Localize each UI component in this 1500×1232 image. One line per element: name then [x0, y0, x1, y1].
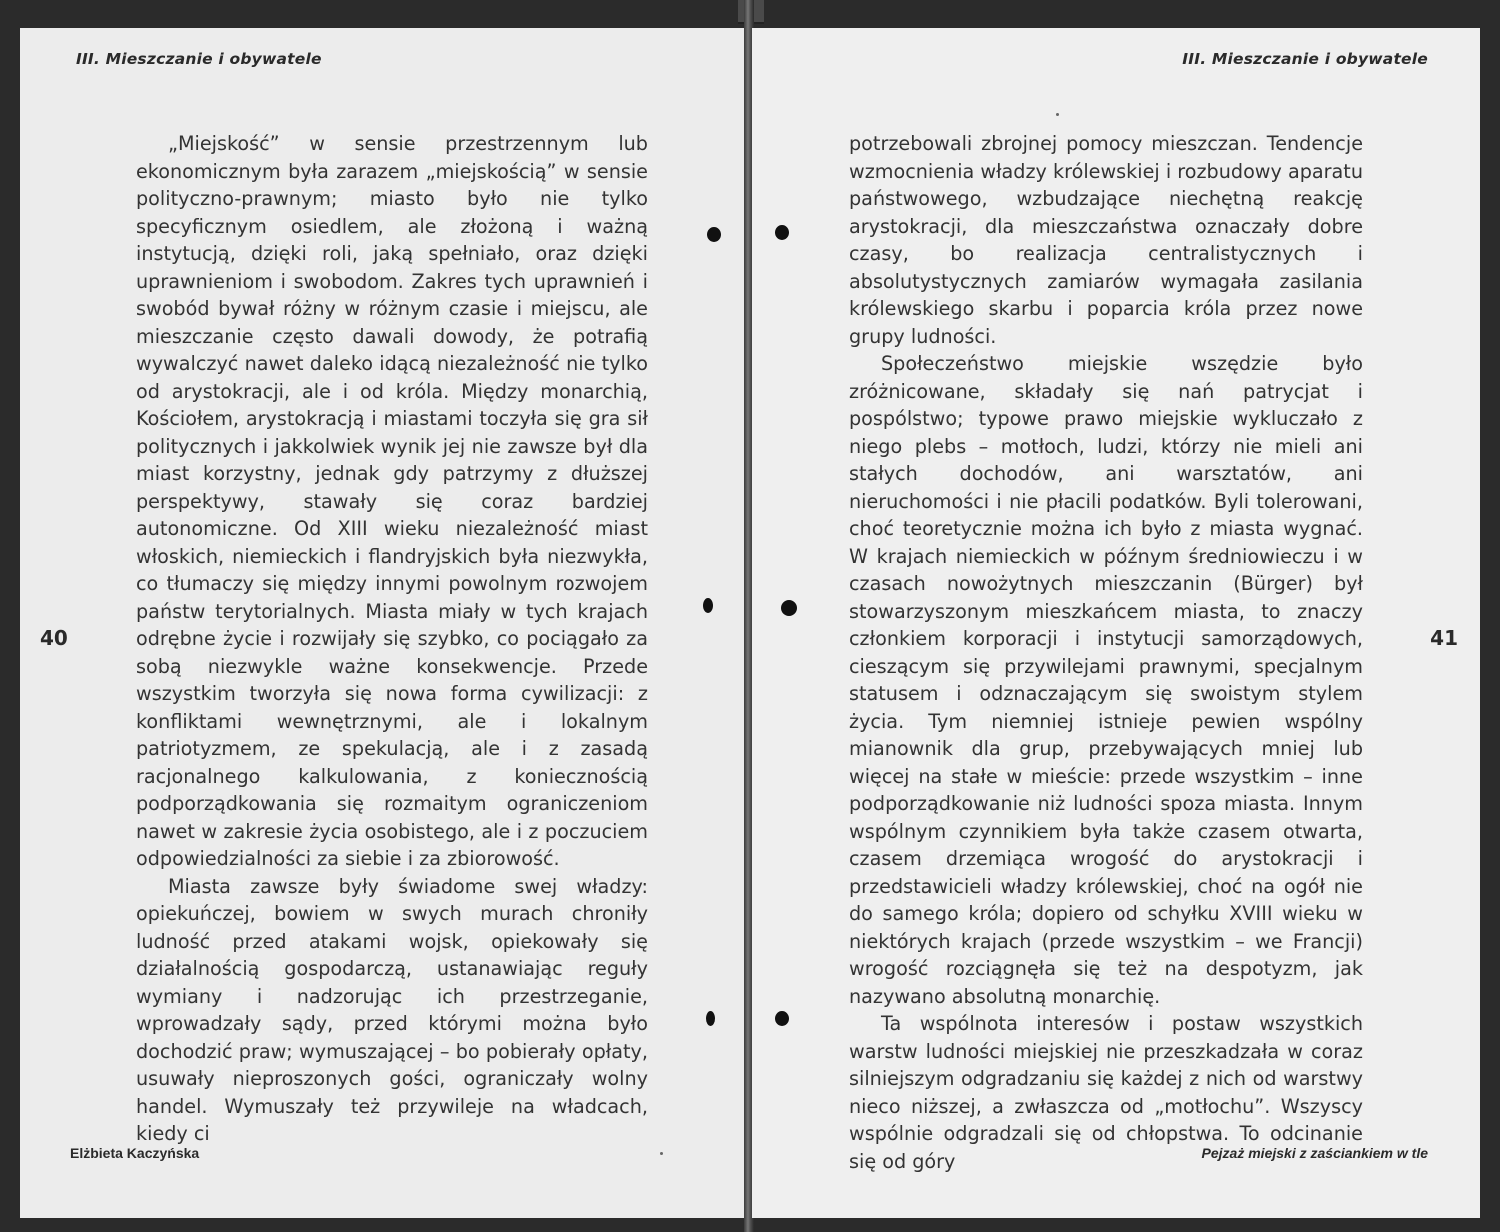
- right-page: [752, 28, 1480, 1218]
- punch-hole: [775, 225, 789, 240]
- running-header-right: III. Mieszczanie i obywatele: [1182, 50, 1428, 68]
- punch-hole: [706, 1011, 715, 1026]
- paragraph: potrzebowali zbrojnej pomocy mieszczan. Tendencje wzmocnienia władzy królewskiej i rozbudowy aparatu państwowego, wzbudzające niechętną reakcję arystokracji, dla mieszczaństwa oznaczały dobre czasy, bo realizacja centralistycznych i absolutystycznych zamiarów wymagała zasilania królewskiego skarbu i poparcia króla przez nowe grupy ludności.: [849, 132, 1363, 348]
- punch-hole: [781, 600, 797, 616]
- speck: [660, 1152, 663, 1155]
- left-page: [20, 28, 747, 1218]
- footer-book-title: Pejzaż miejski z zaściankiem w tle: [1201, 1145, 1428, 1161]
- punch-hole: [775, 1011, 789, 1026]
- paragraph: Społeczeństwo miejskie wszędzie było zróżnicowane, składały się nań patrycjat i pospólstwo; typowe prawo miejskie wykluczało z niego plebs – motłoch, ludzi, którzy nie mieli ani stałych dochodów, ani warsztatów, ani nieruchomości i nie płacili podatków. Byli tolerowani, choć teoretycznie można ich było z miasta wygnać. W krajach niemieckich w późnym średniowieczu i w czasach nowożytnych mieszczanin (Bürger) był stowarzyszonym mieszkańcem miasta, to znaczy członkiem korporacji i instytucji samorządowych, cieszącym się przywilejami prawnymi, specjalnym statusem i odznaczającym się swoistym stylem życia. Tym niemniej istnieje pewien wspólny mianownik dla grup, przebywających mniej lub więcej na stałe w mieście: przede wszystkim – inne podporządkowanie niż ludności spoza miasta. Innym wspólnym czynnikiem była także czasem otwarta, czasem drzemiąca wrogość do arystokracji i przedstawicieli władzy królewskiej, choć na ogół nie do samego króla; dopiero od schyłku XVIII wieku w niektórych krajach (przede wszystkim – we Francji) wrogość rozciągnęła się też na despotyzm, jak nazywano absolutną monarchię.: [849, 352, 1363, 1008]
- paragraph: Ta wspólnota interesów i postaw wszystkich warstw ludności miejskiej nie przeszkadzała w coraz silniejszym odgradzaniu się każdej z nich od warstwy nieco niższej, a zwłaszcza od „motłochu”. Wszyscy wspólnie odgradzali się od chłopstwa. To odcinanie się od góry: [849, 1012, 1363, 1173]
- running-header-left: III. Mieszczanie i obywatele: [76, 50, 322, 68]
- paragraph: Miasta zawsze były świadome swej władzy: opiekuńczej, bowiem w swych murach chroniły ludność przed atakami wojsk, opiekowały się działalnością gospodarczą, ustanawiając reguły wymiany i nadzorując ich przestrzeganie, wprowadzały sądy, przed którymi można było dochodzić praw; wymuszającej – bo pobierały opłaty, usuwały nieproszonych gości, ograniczały wolny handel. Wymuszały też przywileje na władcach, kiedy ci: [136, 874, 648, 1145]
- punch-hole: [703, 598, 713, 613]
- punch-hole: [707, 227, 721, 242]
- body-text-right: [849, 130, 1363, 1175]
- body-text-left: [136, 130, 648, 1148]
- page-number-right: 41: [1430, 626, 1458, 650]
- speck: [1056, 113, 1059, 116]
- paragraph: „Miejskość” w sensie przestrzennym lub ekonomicznym była zarazem „miejskością” w sensie polityczno-prawnym; miasto było nie tylko specyficznym osiedlem, ale złożoną i ważną instytucją, dzięki roli, jaką spełniało, oraz dzięki uprawnieniom i swobodom. Zakres tych uprawnień i swobód bywał różny w różnym czasie i miejscu, ale mieszczanie często dawali dowody, że potrafią wywalczyć nawet daleko idącą niezależność nie tylko od arystokracji, ale i od króla. Między monarchią, Kościołem, arystokracją i miastami toczyła się gra sił politycznych i jakkolwiek wynik jej nie zawsze był dla miast korzystny, jednak gdy patrzymy z dłuższej perspektywy, stawały się coraz bardziej autonomiczne. Od XIII wieku niezależność miast włoskich, niemieckich i flandryjskich była niezwykła, co tłumaczy się między innymi powolnym rozwojem państw terytorialnych. Miasta miały w tych krajach odrębne życie i rozwijały się szybko, co pociągało za sobą niezwykle ważne konsekwencje. Przede wszystkim tworzyła się nowa forma cywilizacji: z konfliktami wewnętrznymi, ale i lokalnym patriotyzmem, ze spekulacją, ale i z zasadą racjonalnego kalkulowania, z koniecznością podporządkowania się rozmaitym ograniczeniom nawet w zakresie życia osobistego, ale i z poczuciem odpowiedzialności za siebie i za zbiorowość.: [136, 132, 648, 870]
- page-number-left: 40: [40, 626, 68, 650]
- footer-author: Elżbieta Kaczyńska: [70, 1145, 200, 1161]
